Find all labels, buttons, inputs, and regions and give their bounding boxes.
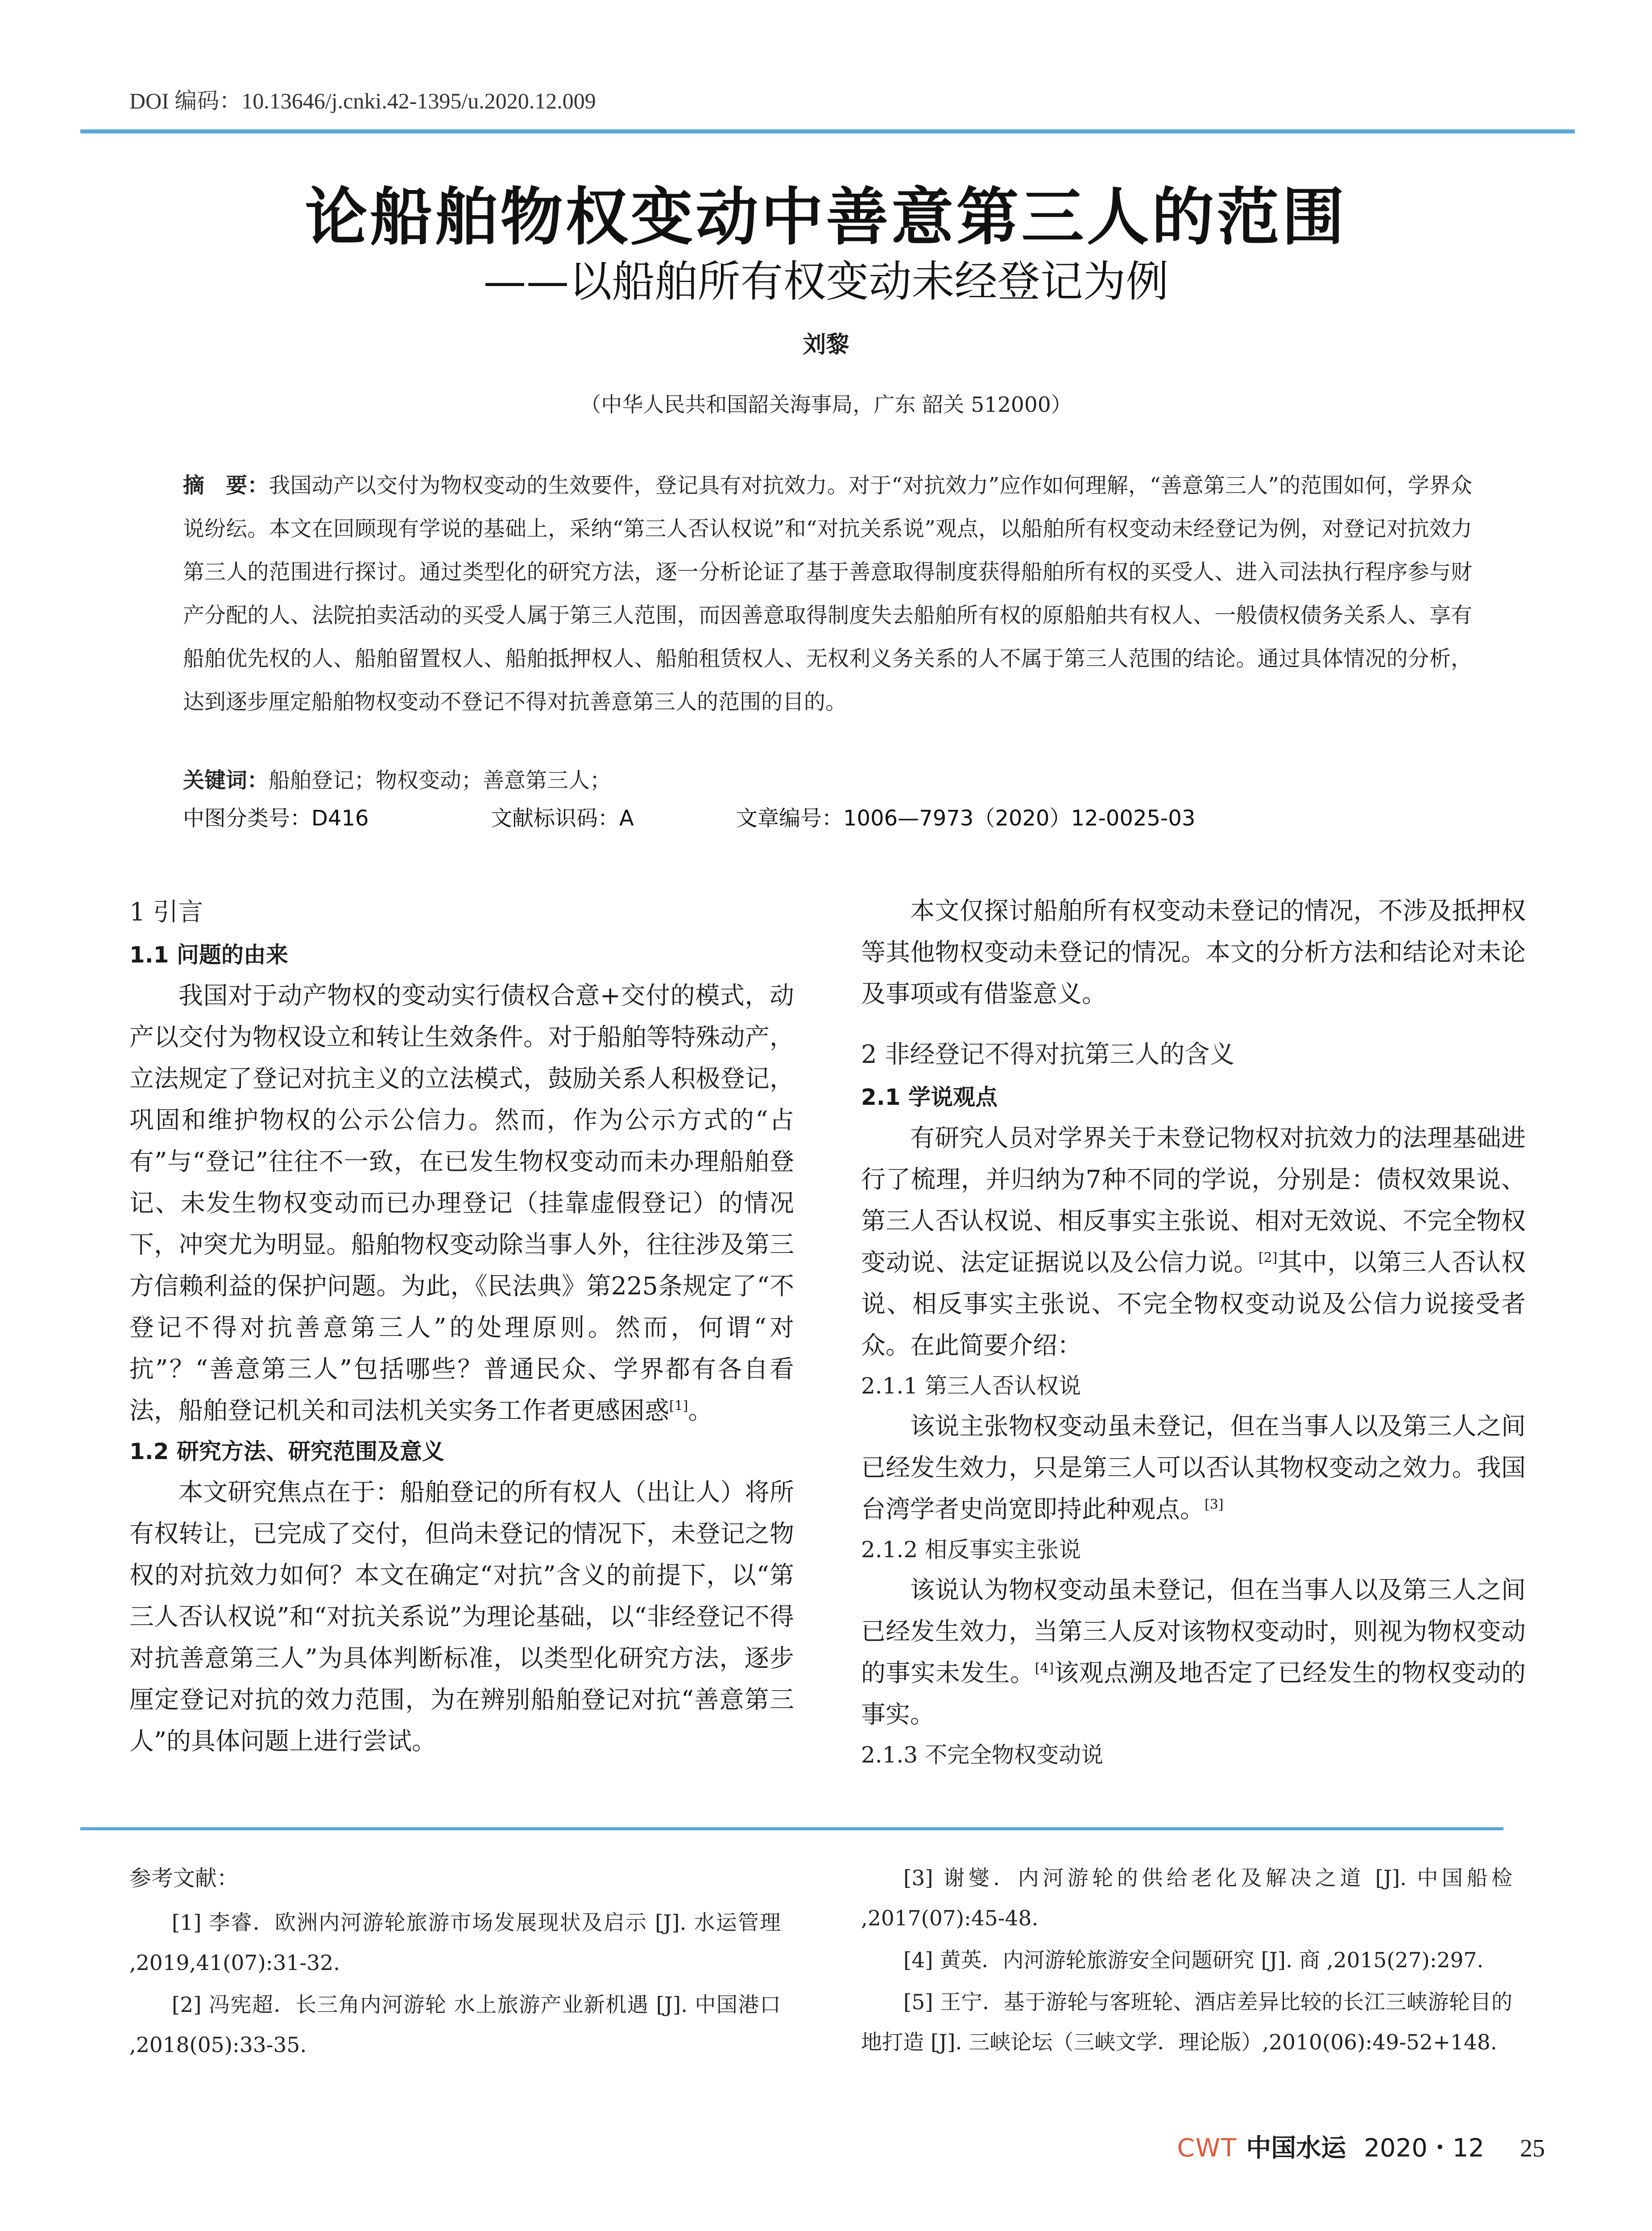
- keywords-text: 船舶登记；物权变动；善意第三人；: [269, 768, 612, 793]
- header-rule: [80, 129, 1575, 133]
- paragraph: 我国对于动产物权的变动实行债权合意+交付的模式，动产以交付为物权设立和转让生效条件。对于船舶等特殊动产，立法规定了登记对抗主义的立法模式，鼓励关系人积极登记，巩固和维护物权的公示公信力。然而，作为公示方式的“占有”与“登记”往往不一致，在已发生物权变动而未办理船舶登记、未发生物权变动而已办理登记（挂靠虚假登记）的情况下，冲突尤为明显。船舶物权变动除当事人外，往往涉及第三方信赖利益的保护问题。为此，《民法典》第225条规定了“不登记不得对抗善意第三人”的处理原则。然而，何谓“对抗”？“善意第三人”包括哪些？普通民众、学界都有各自看法，船舶登记机关和司法机关实务工作者更感困惑[1]。: [129, 981, 794, 1425]
- subsubsection-heading: 2.1.1 第三人否认权说: [861, 1373, 1081, 1399]
- references-right: [861, 1858, 1512, 2063]
- section-heading: 1 引言: [129, 898, 203, 927]
- citation: [3]: [1205, 1497, 1224, 1513]
- article-number: 文章编号：1006—7973（2020）12-0025-03: [736, 806, 1196, 831]
- journal-issue: 2020・12: [1364, 2134, 1484, 2163]
- subsubsection-heading: 2.1.2 相反事实主张说: [861, 1537, 1081, 1563]
- references-title: 参考文献：: [129, 1866, 239, 1891]
- author-name: 刘黎: [803, 332, 849, 358]
- citation: [1]: [669, 1398, 688, 1414]
- page-footer: [1177, 2128, 1545, 2164]
- right-column: [861, 890, 1526, 1775]
- author-affiliation: （中华人民共和国韶关海事局，广东 韶关 512000）: [580, 393, 1072, 417]
- article-title: 论船舶物权变动中善意第三人的范围: [305, 181, 1347, 254]
- page-number: 25: [1520, 2135, 1545, 2162]
- article-subtitle: ——以船舶所有权变动未经登记为例: [483, 257, 1169, 307]
- subsection-heading: 2.1 学说观点: [861, 1084, 998, 1110]
- journal-brand: CWT: [1177, 2134, 1238, 2163]
- document-code: 文献标识码：A: [491, 806, 634, 831]
- abstract-label: 摘 要：: [183, 473, 269, 498]
- reference-item: [1] 李睿．欧洲内河游轮旅游市场发展现状及启示 [J]. 水运管理 ,2019,41(07):31-32.: [129, 1911, 781, 1975]
- paragraph: 有研究人员对学界关于未登记物权对抗效力的法理基础进行了梳理，并归纳为7种不同的学说，分别是：债权效果说、第三人否认权说、相反事实主张说、相对无效说、不完全物权变动说、法定证据说以及公信力说。[2]其中，以第三人否认权说、相反事实主张说、不完全物权变动说及公信力说接受者众。在此简要介绍：: [861, 1124, 1526, 1360]
- paragraph: 该说认为物权变动虽未登记，但在当事人以及第三人之间已经发生效力，当第三人反对该物权变动时，则视为物权变动的事实未发生。[4]该观点溯及地否定了已经发生的物权变动的事实。: [861, 1576, 1526, 1729]
- citation: [4]: [1035, 1660, 1054, 1676]
- reference-item: [5] 王宁．基于游轮与客班轮、酒店差异比较的长江三峡游轮目的地打造 [J]. 三峡论坛（三峡文学．理论版）,2010(06):49-52+148.: [861, 1990, 1512, 2055]
- clc-number: 中图分类号：D416: [183, 806, 369, 831]
- references-left: [129, 1858, 781, 2065]
- paragraph: 本文研究焦点在于：船舶登记的所有权人（出让人）将所有权转让，已完成了交付，但尚未登记的情况下，未登记之物权的对抗效力如何？本文在确定“对抗”含义的前提下，以“第三人否认权说”和“对抗关系说”为理论基础，以“非经登记不得对抗善意第三人”为具体判断标准，以类型化研究方法，逐步厘定登记对抗的效力范围，为在辨别船舶登记对抗“善意第三人”的具体问题上进行尝试。: [129, 1478, 794, 1755]
- section-heading: 2 非经登记不得对抗第三人的含义: [861, 1040, 1235, 1069]
- citation: [2]: [1258, 1250, 1278, 1266]
- paragraph: 该说主张物权变动虽未登记，但在当事人以及第三人之间已经发生效力，只是第三人可以否认其物权变动之效力。我国台湾学者史尚宽即持此种观点。[3]: [861, 1412, 1526, 1523]
- reference-item: [4] 黄英．内河游轮旅游安全问题研究 [J]. 商 ,2015(27):297.: [903, 1948, 1484, 1973]
- paragraph: 本文仅探讨船舶所有权变动未登记的情况，不涉及抵押权等其他物权变动未登记的情况。本文的分析方法和结论对未论及事项或有借鉴意义。: [861, 896, 1526, 1008]
- reference-item: [2] 冯宪超．长三角内河游轮 水上旅游产业新机遇 [J]. 中国港口 ,2018(05):33-35.: [129, 1993, 781, 2057]
- keywords-label: 关键词：: [183, 768, 269, 793]
- subsection-heading: 1.1 问题的由来: [129, 942, 288, 968]
- subsubsection-heading: 2.1.3 不完全物权变动说: [861, 1742, 1104, 1768]
- doi-line: DOI 编码：10.13646/j.cnki.42-1395/u.2020.12.009: [129, 88, 596, 113]
- journal-name: 中国水运: [1246, 2133, 1346, 2163]
- reference-item: [3] 谢燮．内河游轮的供给老化及解决之道 [J]. 中国船检 ,2017(07):45-48.: [861, 1866, 1512, 1931]
- left-column: [129, 890, 794, 1762]
- abstract-text: 我国动产以交付为物权变动的生效要件，登记具有对抗效力。对于“对抗效力”应作如何理解，“善意第三人”的范围如何，学界众说纷纭。本文在回顾现有学说的基础上，采纳“第三人否认权说”和“对抗关系说”观点，以船舶所有权变动未经登记为例，对登记对抗效力第三人的范围进行探讨。通过类型化的研究方法，逐一分析论证了基于善意取得制度获得船舶所有权的买受人、进入司法执行程序参与财产分配的人、法院拍卖活动的买受人属于第三人范围，而因善意取得制度失去船舶所有权的原船舶共有权人、一般债权债务关系人、享有船舶优先权的人、船舶留置权人、船舶抵押权人、船舶租赁权人、无权利义务关系的人不属于第三人范围的结论。通过具体情况的分析，达到逐步厘定船舶物权变动不登记不得对抗善意第三人的范围的目的。: [183, 473, 1472, 714]
- keywords: [183, 763, 611, 794]
- references-rule: [80, 1827, 1503, 1830]
- abstract: [183, 464, 1472, 724]
- subsection-heading: 1.2 研究方法、研究范围及意义: [129, 1439, 444, 1464]
